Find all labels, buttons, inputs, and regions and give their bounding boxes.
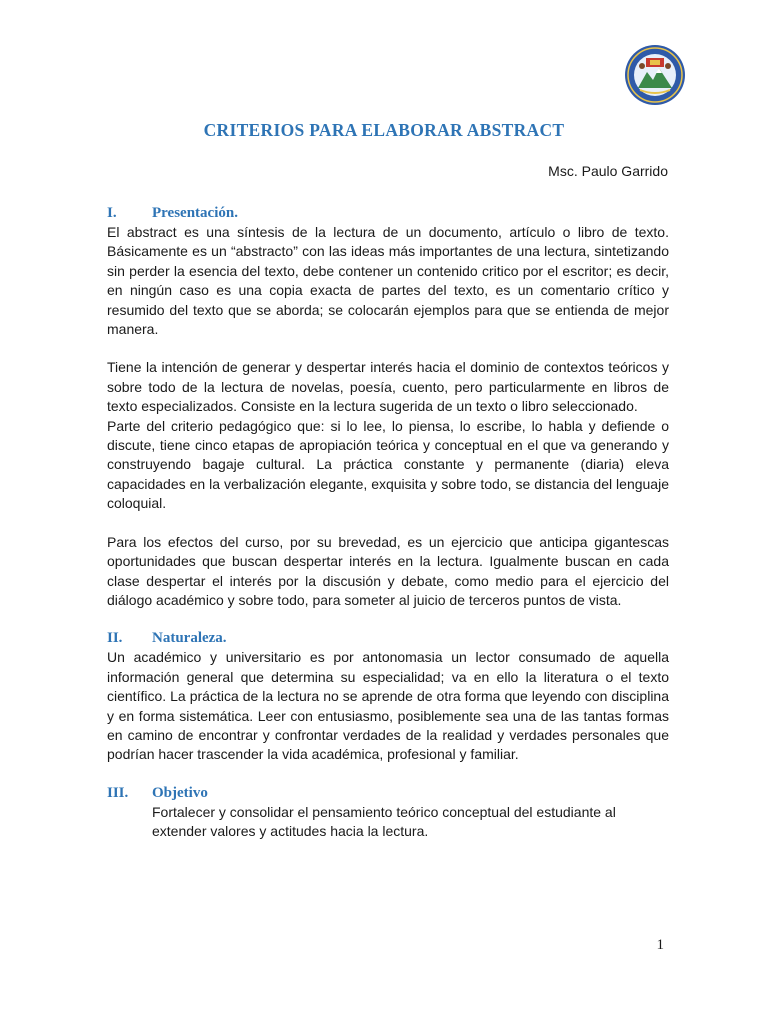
section-title: Naturaleza. [152, 630, 227, 647]
paragraph: Para los efectos del curso, por su brevedad, es un ejercicio que anticipa gigantescas oportunidades que buscan despertar interés en la lectura. Igualmente buscan en cada clase despertar el interés por la discusión y debate, como medio para el ejercicio del diálogo académico y sobre todo, para someter al juicio de terceros puntos de vista. [107, 533, 669, 608]
document-body [107, 204, 669, 842]
paragraph: Tiene la intención de generar y despertar interés hacia el dominio de contextos teóricos y sobre todo de la lectura de novelas, poesía, cuento, pero particularmente en libros de texto especializados. Consiste en la lectura sugerida de un texto o libro seleccionado. [107, 359, 669, 415]
section-title: Presentación. [152, 205, 238, 221]
paragraph: El abstract es una síntesis de la lectura de un documento, artículo o libro de texto. Básicamente es un “abstracto” con las ideas más importantes de una lectura, sintetizando sin perder la esencia del texto, debe contener un contenido critico por el escritor; es decir, en ningún caso es una copia exacta de partes del texto, es un comentario crítico y resumido del texto que se aborda; se colocarán ejemplos para que se entienda de mejor manera. [107, 224, 669, 338]
section-title: Objetivo [152, 784, 208, 801]
university-seal-icon [624, 44, 686, 106]
author-name: Msc. Paulo Garrido [548, 163, 668, 179]
section-number: II. [107, 630, 123, 647]
section-heading-presentacion [107, 204, 669, 223]
section-number: I. [107, 205, 117, 221]
page-number: 1 [656, 937, 664, 953]
paragraph: Parte del criterio pedagógico que: si lo lee, lo piensa, lo escribe, lo habla y defiende o discute, tiene cinco etapas de apropiación teórica y conceptual en el que va generando y construyendo bagaje cultural. La práctica constante y permanente (diaria) eleva capacidades en la verbalización elegante, exquisita y sobre todo, se distancia del lenguaje coloquial. [107, 417, 669, 512]
document-title: CRITERIOS PARA ELABORAR ABSTRACT [203, 120, 565, 140]
section-heading-objetivo [107, 784, 669, 803]
section-heading-naturaleza [107, 629, 669, 648]
section-number: III. [107, 784, 129, 801]
paragraph: Un académico y universitario es por antonomasia un lector consumado de aquella información general que determina su especialidad; va en ello la literatura o el texto científico. La práctica de la lectura no se aprende de otra forma que leyendo con disciplina y en forma sistemática. Leer con entusiasmo, posiblemente sea una de las tantas formas en camino de encontrar y confrontar verdades de la realidad y verdades personales que podrían hacer trascender la vida académica, profesional y familiar. [107, 649, 669, 763]
paragraph: Fortalecer y consolidar el pensamiento teórico conceptual del estudiante al extender valores y actitudes hacia la lectura. [152, 803, 616, 840]
